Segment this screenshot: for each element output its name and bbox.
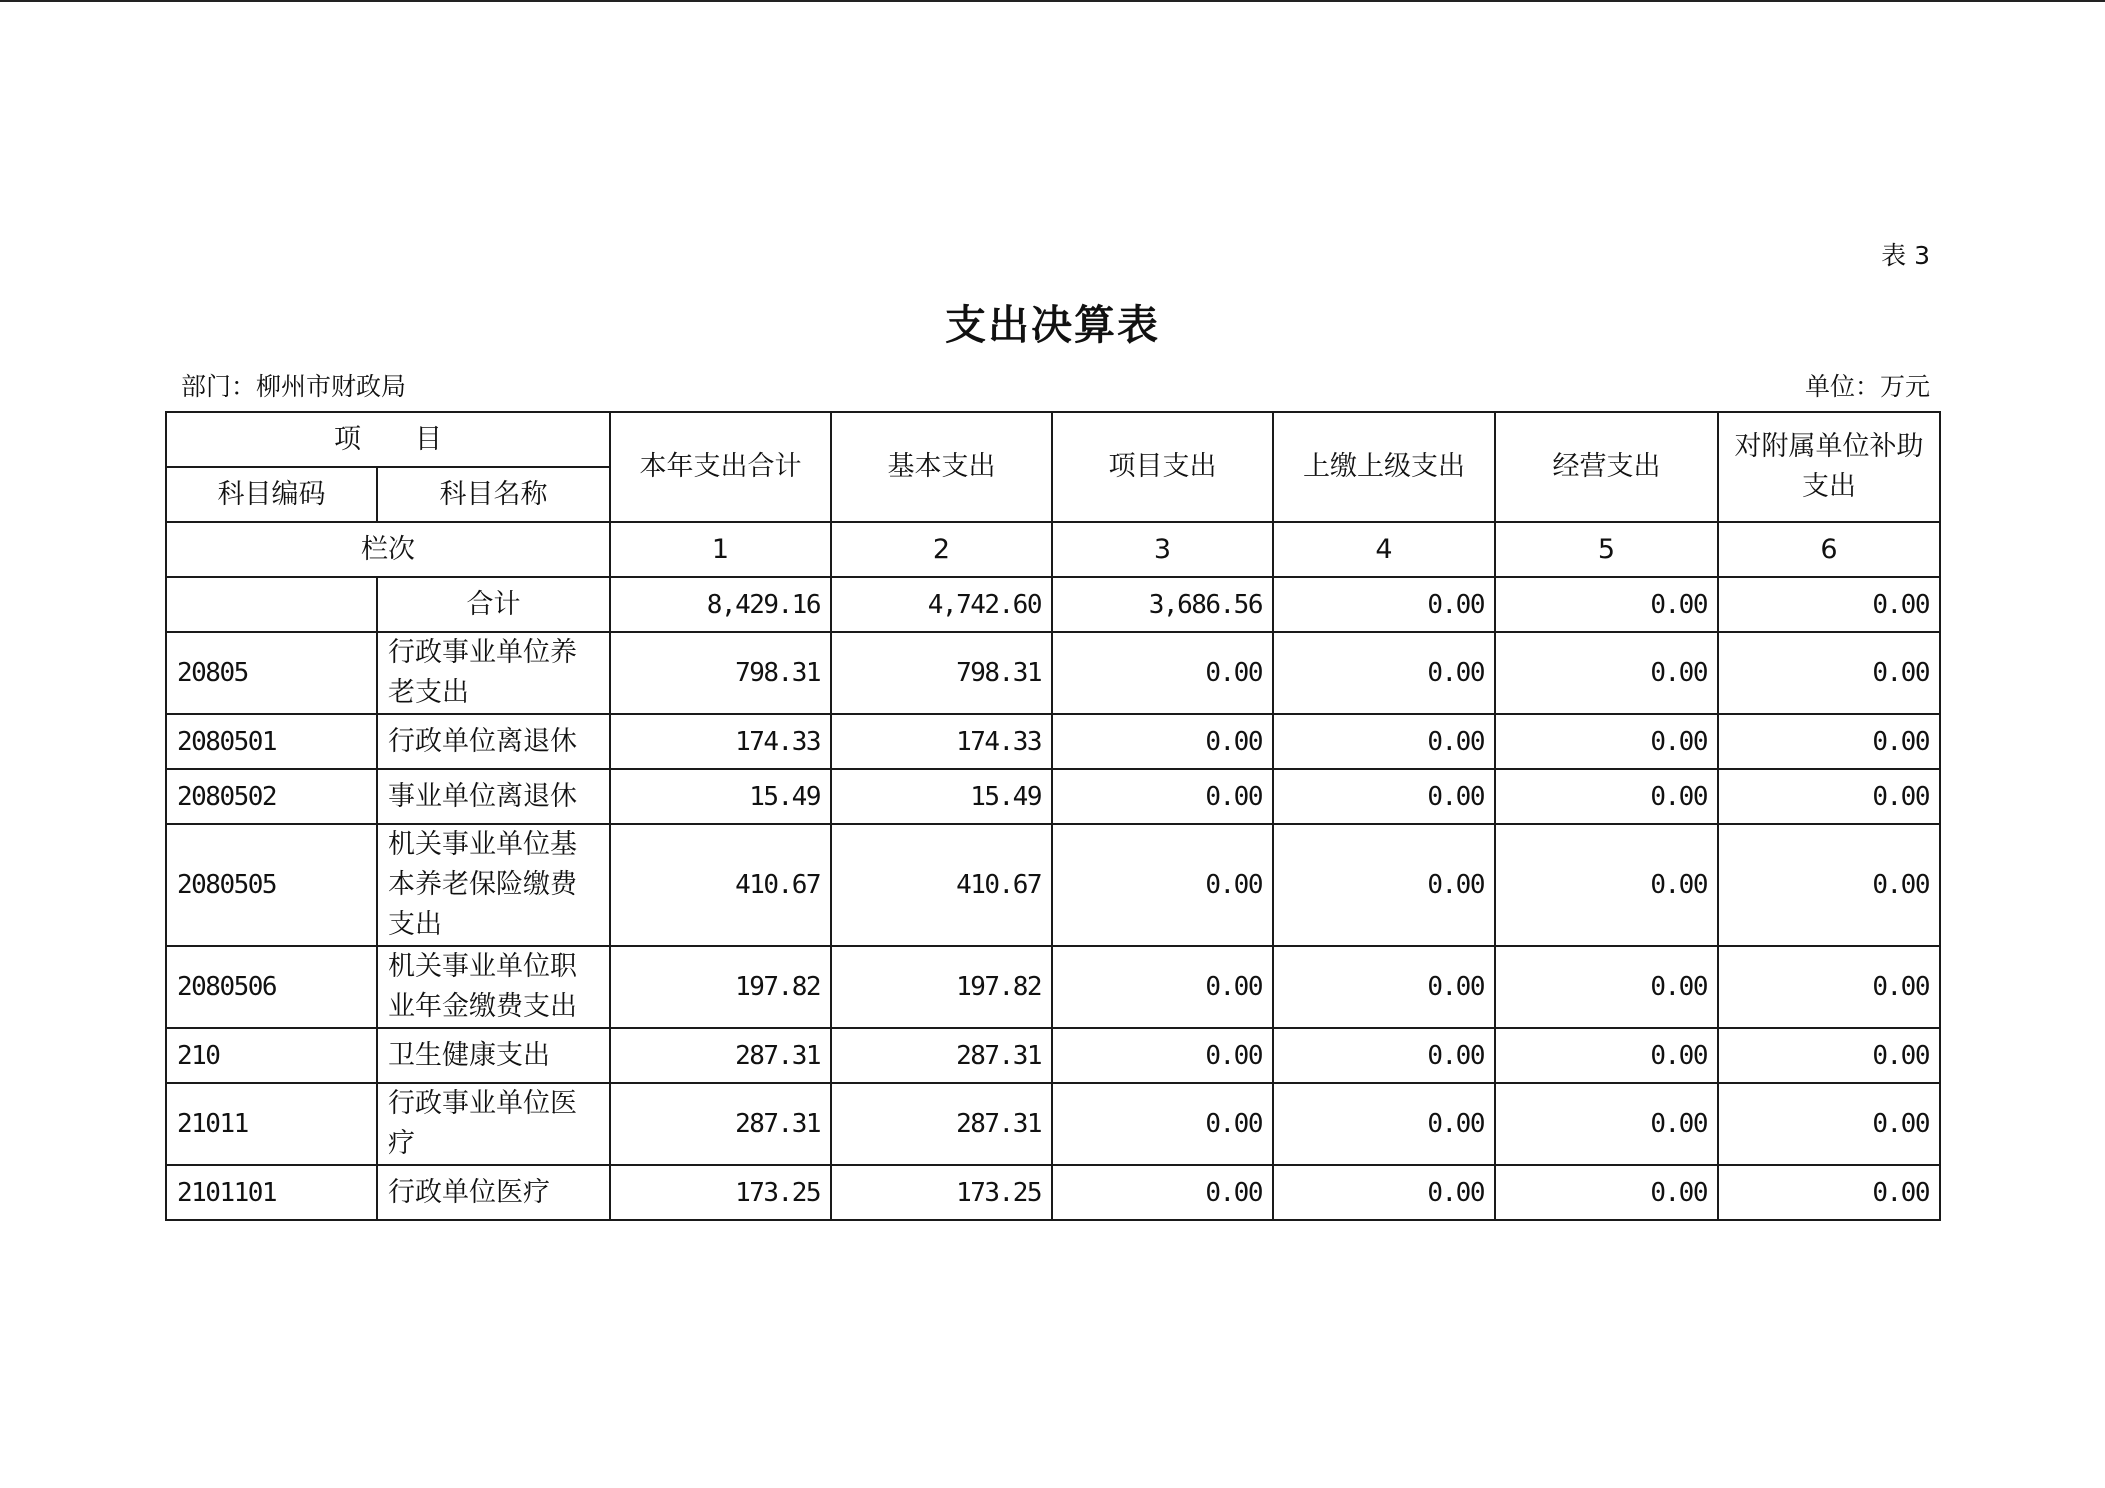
amount-cell: 15.49 (610, 769, 831, 824)
subject-code: 2080501 (166, 714, 377, 769)
subject-name: 行政事业单位医疗 (377, 1083, 610, 1165)
amount-cell: 0.00 (1273, 1028, 1495, 1083)
table-row (166, 769, 1940, 824)
amount-cell: 0.00 (1495, 824, 1718, 946)
amount-cell: 0.00 (1273, 769, 1495, 824)
header-col-1: 本年支出合计 (610, 412, 831, 522)
header-code: 科目编码 (166, 467, 377, 522)
amount-cell: 287.31 (610, 1028, 831, 1083)
header-col-4: 上缴上级支出 (1273, 412, 1495, 522)
table-row (166, 946, 1940, 1028)
total-label: 合计 (377, 577, 610, 632)
subject-name: 事业单位离退休 (377, 769, 610, 824)
amount-cell: 197.82 (831, 946, 1052, 1028)
amount-cell: 0.00 (1052, 769, 1273, 824)
total-row (166, 577, 1940, 632)
amount-cell: 15.49 (831, 769, 1052, 824)
subject-name: 行政单位离退休 (377, 714, 610, 769)
amount-cell: 0.00 (1052, 946, 1273, 1028)
amount-cell: 0.00 (1718, 714, 1940, 769)
header-col-6: 对附属单位补助支出 (1718, 412, 1940, 522)
subject-code: 2080506 (166, 946, 377, 1028)
amount-cell: 0.00 (1273, 632, 1495, 714)
table-number: 表 3 (1881, 241, 1930, 270)
amount-cell: 0.00 (1495, 1083, 1718, 1165)
amount-cell: 0.00 (1495, 769, 1718, 824)
amount-cell: 0.00 (1052, 1028, 1273, 1083)
amount-cell: 173.25 (610, 1165, 831, 1220)
amount-cell: 0.00 (1052, 632, 1273, 714)
amount-cell: 0.00 (1718, 824, 1940, 946)
header-col-2: 基本支出 (831, 412, 1052, 522)
amount-cell: 287.31 (610, 1083, 831, 1165)
subject-code: 2101101 (166, 1165, 377, 1220)
amount-cell: 0.00 (1495, 714, 1718, 769)
total-value: 8,429.16 (610, 577, 831, 632)
amount-cell: 0.00 (1495, 1028, 1718, 1083)
subject-code: 2080505 (166, 824, 377, 946)
subject-name: 卫生健康支出 (377, 1028, 610, 1083)
amount-cell: 0.00 (1273, 824, 1495, 946)
subject-code: 21011 (166, 1083, 377, 1165)
table-row (166, 1165, 1940, 1220)
expenditure-table (165, 411, 1941, 1221)
top-rule (0, 0, 2105, 2)
amount-cell: 0.00 (1718, 1028, 1940, 1083)
amount-cell: 197.82 (610, 946, 831, 1028)
seq-2: 2 (831, 522, 1052, 577)
amount-cell: 798.31 (831, 632, 1052, 714)
seq-3: 3 (1052, 522, 1273, 577)
seq-6: 6 (1718, 522, 1940, 577)
seq-label: 栏次 (166, 522, 610, 577)
amount-cell: 287.31 (831, 1028, 1052, 1083)
amount-cell: 410.67 (831, 824, 1052, 946)
amount-cell: 174.33 (831, 714, 1052, 769)
amount-cell: 0.00 (1273, 946, 1495, 1028)
amount-cell: 174.33 (610, 714, 831, 769)
amount-cell: 0.00 (1052, 1083, 1273, 1165)
table-row (166, 824, 1940, 946)
total-value: 4,742.60 (831, 577, 1052, 632)
amount-cell: 0.00 (1273, 1083, 1495, 1165)
subject-code: 210 (166, 1028, 377, 1083)
header-col-5: 经营支出 (1495, 412, 1718, 522)
total-value: 0.00 (1718, 577, 1940, 632)
amount-cell: 0.00 (1718, 769, 1940, 824)
unit-label: 单位：万元 (1804, 372, 1930, 401)
amount-cell: 0.00 (1273, 714, 1495, 769)
amount-cell: 0.00 (1273, 1165, 1495, 1220)
header-name: 科目名称 (377, 467, 610, 522)
header-col-3: 项目支出 (1052, 412, 1273, 522)
table-row (166, 1028, 1940, 1083)
subject-code: 20805 (166, 632, 377, 714)
subject-name: 机关事业单位基本养老保险缴费支出 (377, 824, 610, 946)
amount-cell: 0.00 (1718, 946, 1940, 1028)
subject-name: 行政事业单位养老支出 (377, 632, 610, 714)
table-row (166, 632, 1940, 714)
amount-cell: 0.00 (1718, 1083, 1940, 1165)
total-value: 3,686.56 (1052, 577, 1273, 632)
subject-name: 机关事业单位职业年金缴费支出 (377, 946, 610, 1028)
total-code (166, 577, 377, 632)
amount-cell: 0.00 (1052, 714, 1273, 769)
amount-cell: 0.00 (1495, 946, 1718, 1028)
table-row (166, 1083, 1940, 1165)
amount-cell: 173.25 (831, 1165, 1052, 1220)
total-value: 0.00 (1273, 577, 1495, 632)
subject-code: 2080502 (166, 769, 377, 824)
amount-cell: 0.00 (1052, 1165, 1273, 1220)
amount-cell: 410.67 (610, 824, 831, 946)
amount-cell: 798.31 (610, 632, 831, 714)
header-item: 项 目 (166, 412, 610, 467)
amount-cell: 287.31 (831, 1083, 1052, 1165)
seq-5: 5 (1495, 522, 1718, 577)
total-value: 0.00 (1495, 577, 1718, 632)
amount-cell: 0.00 (1052, 824, 1273, 946)
document-title: 支出决算表 (945, 301, 1160, 349)
table-row (166, 714, 1940, 769)
amount-cell: 0.00 (1495, 1165, 1718, 1220)
amount-cell: 0.00 (1718, 1165, 1940, 1220)
seq-4: 4 (1273, 522, 1495, 577)
seq-1: 1 (610, 522, 831, 577)
amount-cell: 0.00 (1718, 632, 1940, 714)
amount-cell: 0.00 (1495, 632, 1718, 714)
department-label: 部门：柳州市财政局 (181, 372, 407, 401)
subject-name: 行政单位医疗 (377, 1165, 610, 1220)
